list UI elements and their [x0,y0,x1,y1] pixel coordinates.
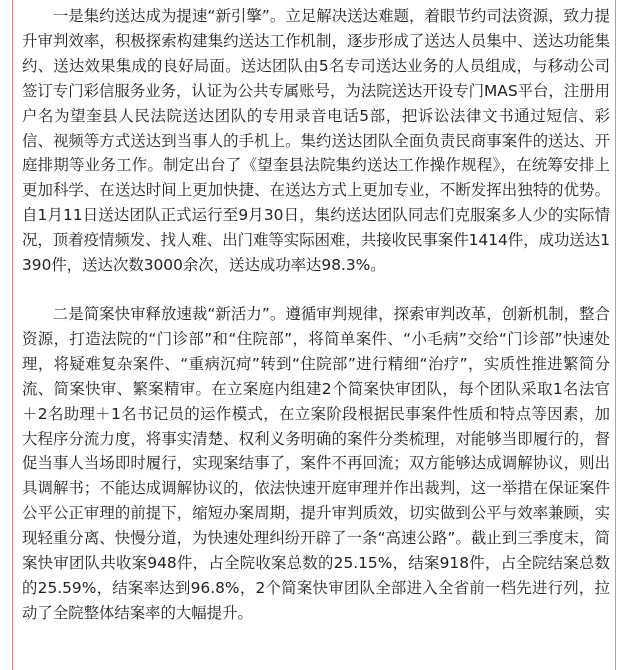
paragraph-fast-trial: 二是简案快审释放速裁“新活力”。遵循审判规律，探索审判改革，创新机制，整合资源，打造法院的“门诊部”和“住院部”，将简单案件、“小毛病”交给“门诊部”快速处理，将疑难复杂案件、“重病沉疴”转到“住院部”进行精细“治疗”，实质性推进繁简分流、简案快审、繁案精审。在立案庭内组建2个简案快审团队，每个团队采取1名法官＋2名助理＋1名书记员的运作模式，在立案阶段根据民事案件性质和特点等因素，加大程序分流力度，将事实清楚、权利义务明确的案件分类梳理，对能够当即履行的，督促当事人当场即时履行，实现案结事了，案件不再回流；双方能够达成调解协议，则出具调解书；不能达成调解协议的，依法快速开庭审理并作出裁判，这一举措在保证案件公平公正审理的前提下，缩短办案周期，提升审判质效，切实做到公平与效率兼顾，实现轻重分离、快慢分道，为快速处理纠纷开辟了一条“高速公路”。截止到三季度末，简案快审团队共收案948件，占全院收案总数的25.15%，结案918件，占全院结案总数的25.59%，结案率达到96.8%，2个简案快审团队全部进入全省前一档先进行列，拉动了全院整体结案率的大幅提升。 [22,304,610,622]
paragraph-intensive-service: 一是集约送达成为提速“新引擎”。立足解决送达难题，着眼节约司法资源，致力提升审判效率，积极探索构建集约送达工作机制，逐步形成了送达人员集中、送达功能集约、送达效果集成的良好局面。送达团队由5名专司送达业务的人员组成，与移动公司签订专门彩信服务业务，认证为公共专属账号，为法院送达开设专门MAS平台，注册用户名为望奎县人民法院送达团队的专用录音电话5部，把诉讼法律文书通过短信、彩信、视频等方式送达到当事人的手机上。集约送达团队全面负责民商事案件的送达、开庭排期等业务工作。制定出台了《望奎县法院集约送达工作操作规程》，在统筹安排上更加科学、在送达时间上更加快捷、在送达方式上更加专业，不断发挥出独特的优势。自1月11日送达团队正式运行至9月30日，集约送达团队同志们克服案多人少的实际情况，顶着疫情频发、找人难、出门难等实际困难，共接收民事案件1414件，成功送达1390件，送达次数3000余次，送达成功率达98.3%。 [22,7,610,275]
article-body [22,4,610,626]
